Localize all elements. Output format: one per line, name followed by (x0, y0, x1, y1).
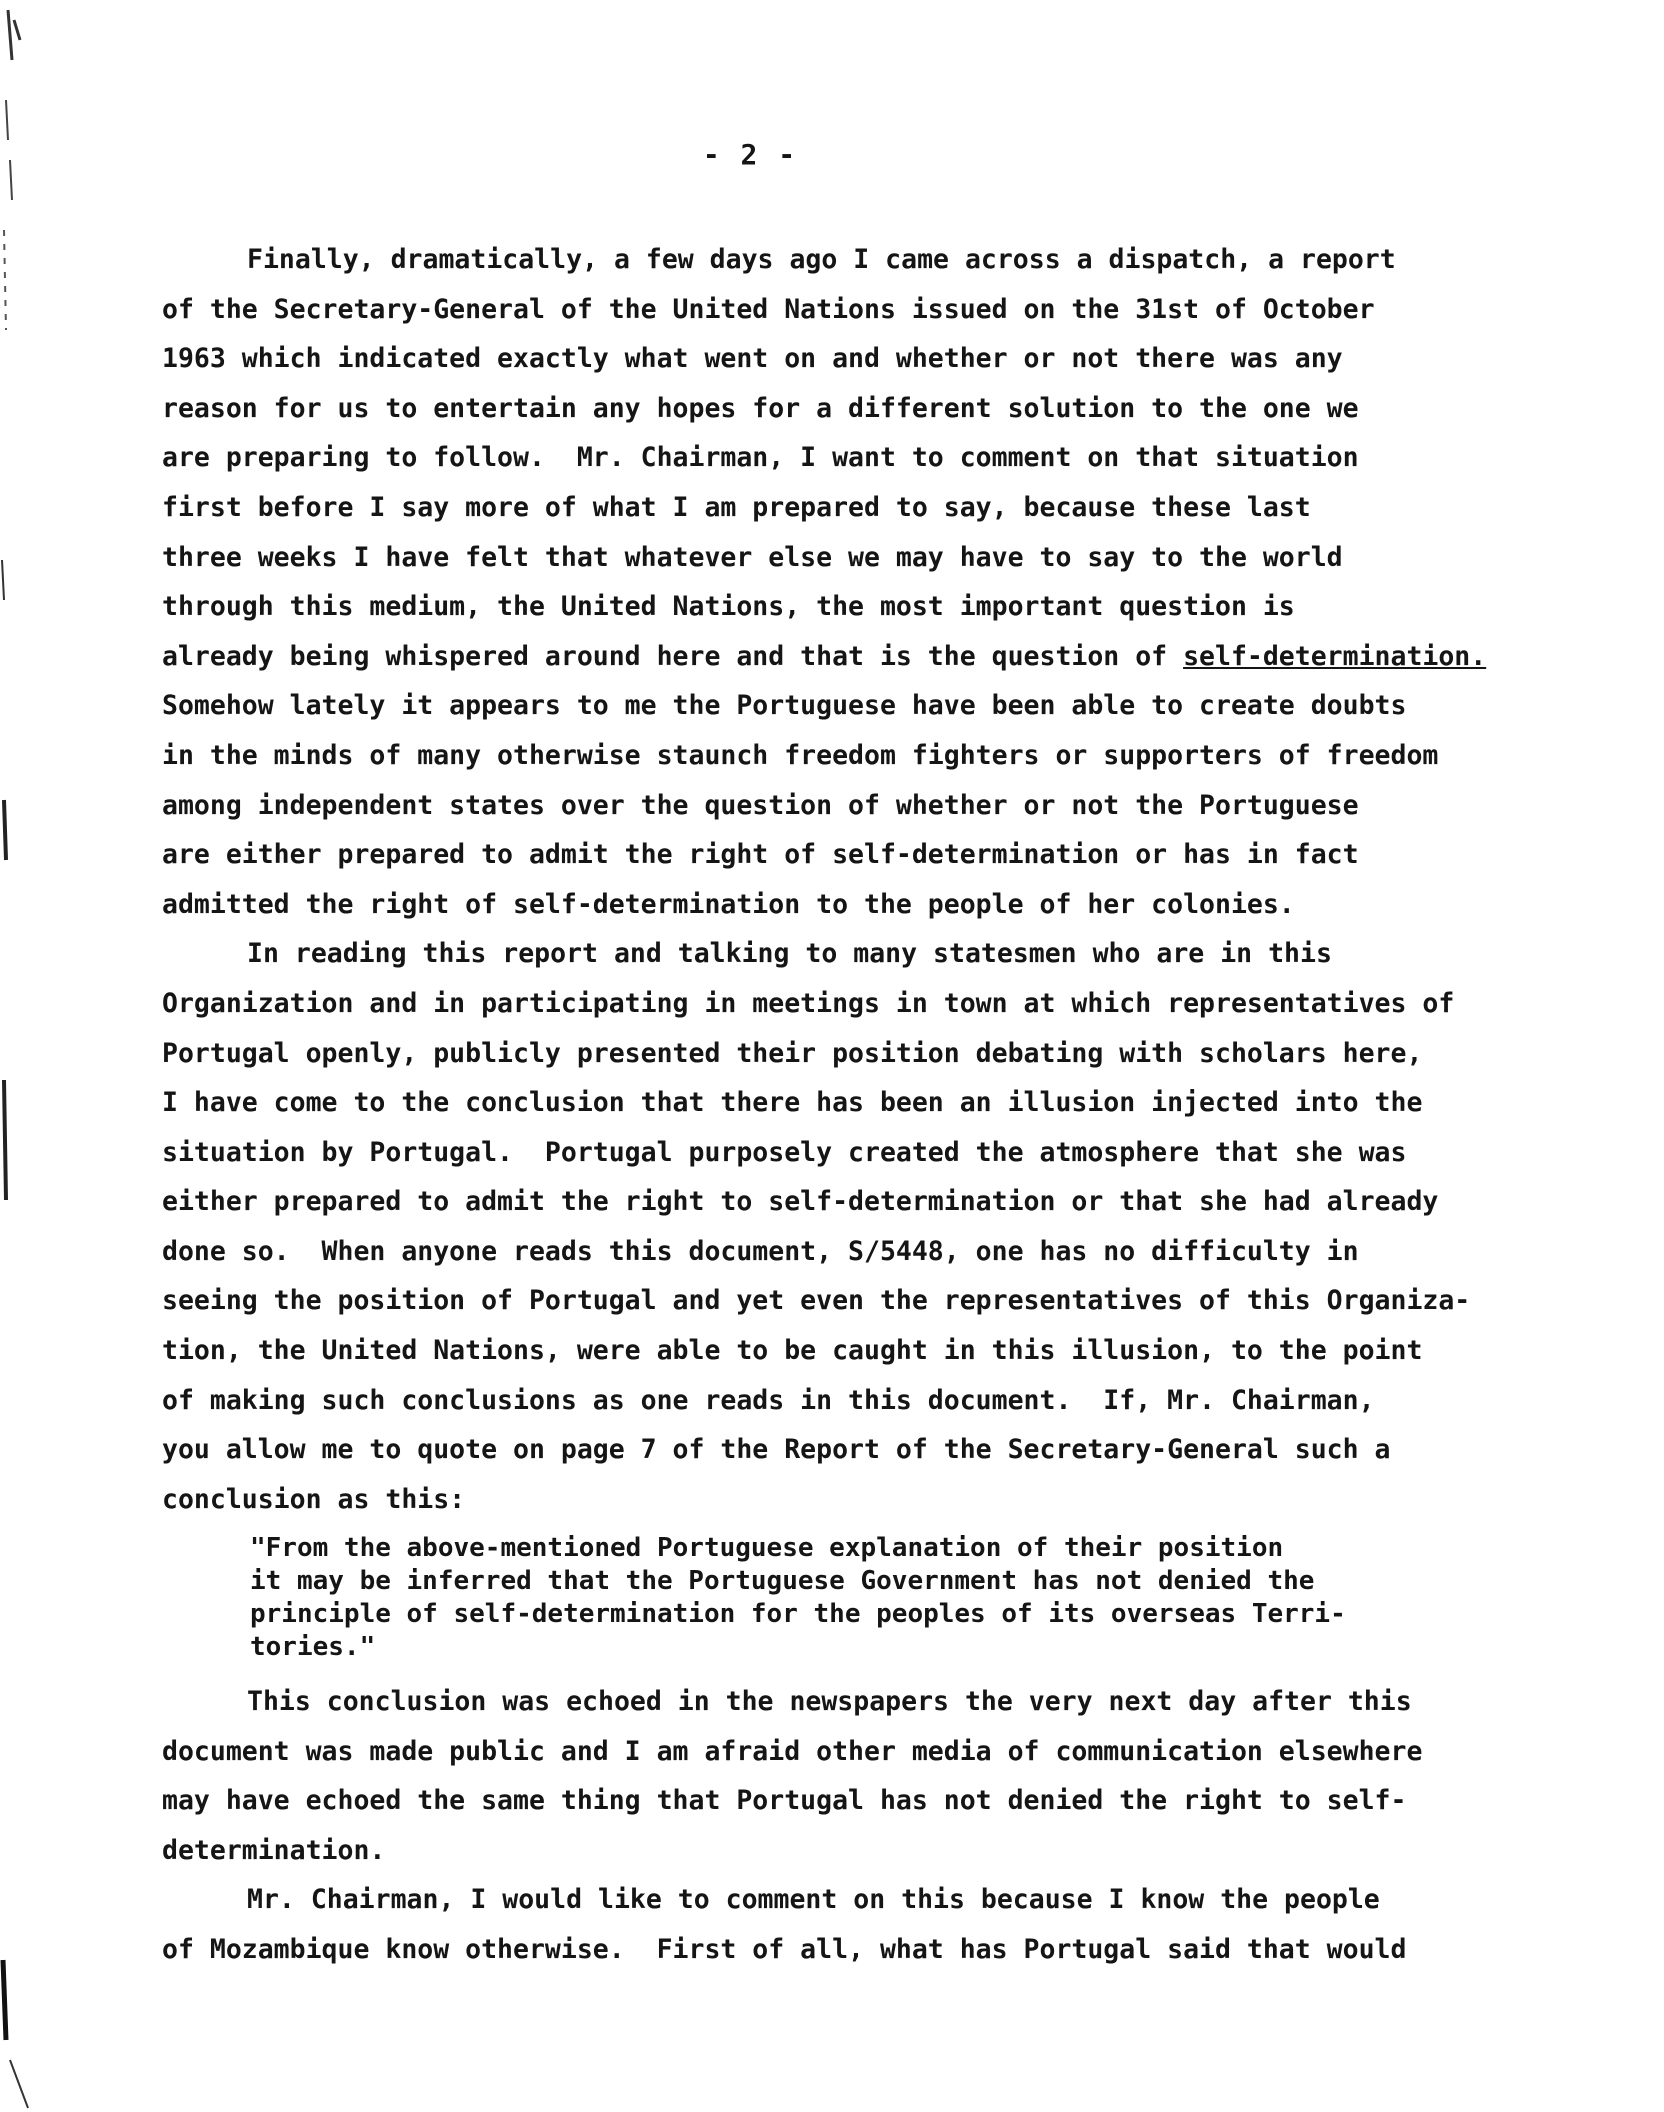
quote-line: "From the above-mentioned Portuguese explanation of their position (250, 1533, 1284, 1563)
text-line: Finally, dramatically, a few days ago I came across a dispatch, a report (247, 244, 1396, 275)
text-line: three weeks I have felt that whatever else we may have to say to the world (162, 541, 1343, 573)
body-text (162, 235, 1532, 1524)
text-line: situation by Portugal. Portugal purposely created the atmosphere that she was (162, 1136, 1407, 1168)
text-line: of Mozambique know otherwise. First of all, what has Portugal said that would (162, 1933, 1407, 1965)
text-line: document was made public and I am afraid other media of communication elsewhere (162, 1735, 1423, 1767)
text-line: first before I say more of what I am prepared to say, because these last (162, 491, 1311, 523)
text-line: Somehow lately it appears to me the Portuguese have been able to create doubts (162, 690, 1407, 722)
text-line: tion, the United Nations, were able to be caught in this illusion, to the point (162, 1335, 1423, 1367)
text-line: admitted the right of self-determination to the people of her colonies. (162, 888, 1295, 920)
text-line: reason for us to entertain any hopes for a different solution to the one we (162, 392, 1359, 424)
text-line: I have come to the conclusion that there has been an illusion injected into the (162, 1087, 1423, 1119)
text-line: done so. When anyone reads this document, S/5448, one has no difficulty in (162, 1235, 1359, 1267)
text-line: are either prepared to admit the right of self-determination or has in fact (162, 839, 1359, 871)
quote-line: tories." (250, 1632, 376, 1662)
body-text-continued (162, 1677, 1532, 1975)
quote-line: it may be inferred that the Portuguese Government has not denied the (250, 1566, 1315, 1596)
text-line: you allow me to quote on page 7 of the Report of the Secretary-General such a (162, 1434, 1391, 1466)
text-line: in the minds of many otherwise staunch freedom fighters or supporters of freedom (162, 739, 1439, 771)
page-number: - 2 - (702, 138, 798, 171)
text-line: may have echoed the same thing that Portugal has not denied the right to self- (162, 1785, 1407, 1817)
text-line: Organization and in participating in meetings in town at which representatives of (162, 987, 1455, 1019)
text-line: In reading this report and talking to many statesmen who are in this (247, 938, 1332, 970)
quote-line: principle of self-determination for the peoples of its overseas Terri- (250, 1599, 1346, 1629)
text-line: Portugal openly, publicly presented their position debating with scholars here, (162, 1037, 1423, 1069)
text-line: among independent states over the question of whether or not the Portuguese (162, 789, 1359, 821)
text-line: either prepared to admit the right to self-determination or that she had already (162, 1186, 1439, 1218)
underlined-term: self-determination. (1183, 640, 1487, 672)
text-line: determination. (162, 1834, 386, 1866)
text-line (162, 632, 1532, 682)
block-quote (250, 1532, 1346, 1664)
text-line-part: already being whispered around here and that is the question of (162, 640, 1184, 672)
text-line: seeing the position of Portugal and yet even the representatives of this Organiza- (162, 1285, 1471, 1317)
text-line: through this medium, the United Nations, the most important question is (162, 591, 1295, 623)
text-line: This conclusion was echoed in the newspapers the very next day after this (247, 1686, 1412, 1717)
scan-margin-marks (0, 0, 40, 2112)
text-line: are preparing to follow. Mr. Chairman, I want to comment on that situation (162, 442, 1359, 474)
text-line: of the Secretary-General of the United Nations issued on the 31st of October (162, 293, 1375, 325)
text-line: of making such conclusions as one reads in this document. If, Mr. Chairman, (162, 1384, 1375, 1416)
text-line: 1963 which indicated exactly what went on and whether or not there was any (162, 343, 1343, 375)
text-line: Mr. Chairman, I would like to comment on this because I know the people (247, 1884, 1380, 1916)
text-line: conclusion as this: (162, 1483, 466, 1515)
